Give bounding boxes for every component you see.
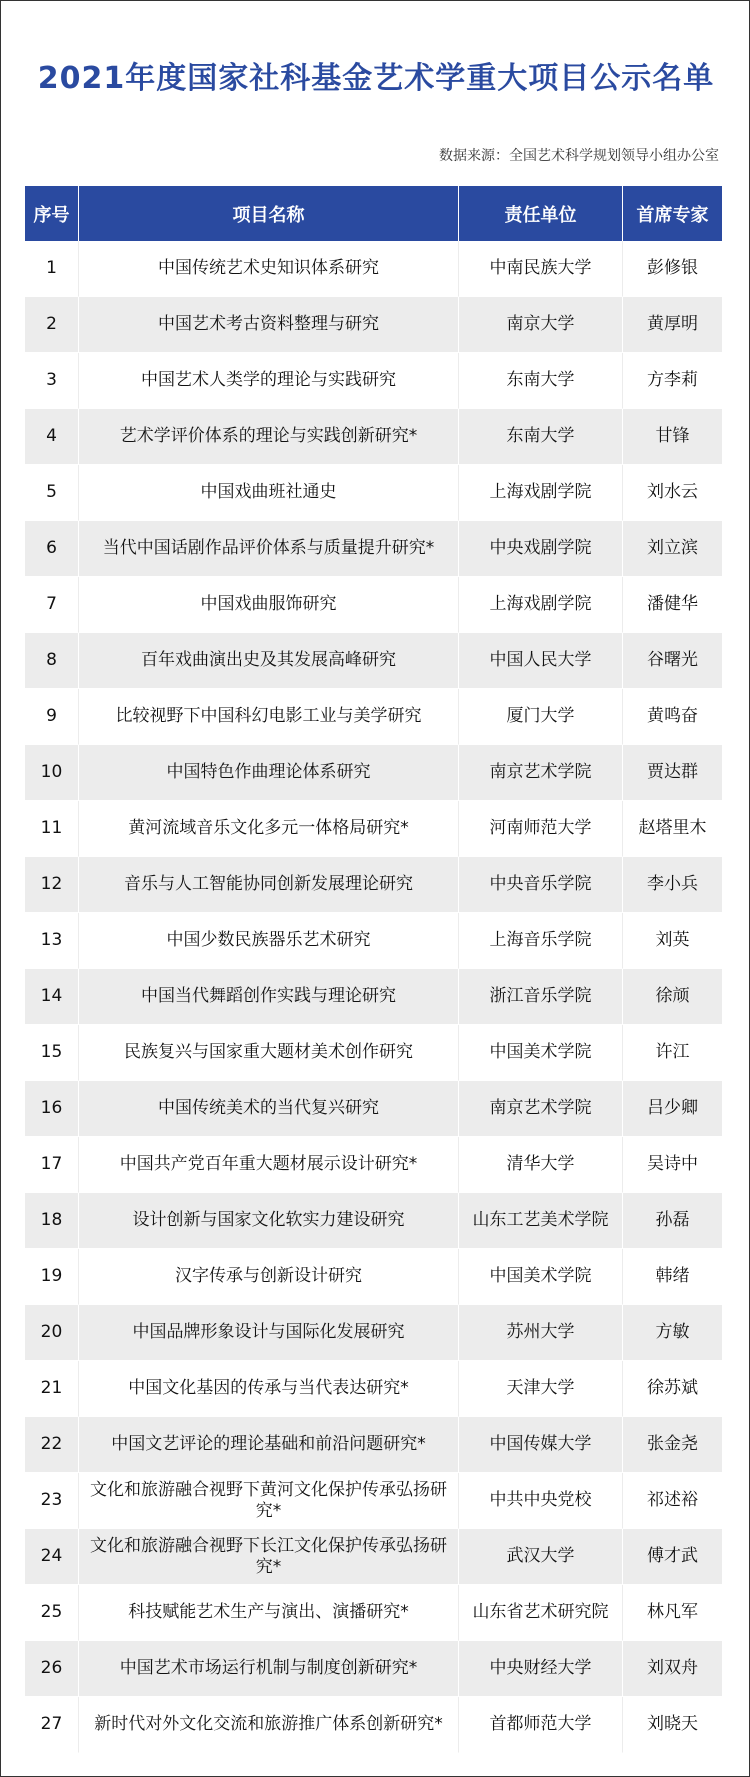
- cell-project-name: 设计创新与国家文化软实力建设研究: [79, 1193, 459, 1249]
- table-row: [25, 633, 722, 689]
- cell-unit: 浙江音乐学院: [459, 969, 623, 1025]
- table-header-row: [25, 186, 722, 241]
- table-row: [25, 577, 722, 633]
- cell-expert: 李小兵: [623, 857, 722, 913]
- cell-expert: 谷曙光: [623, 633, 722, 689]
- cell-number: 13: [25, 913, 79, 969]
- cell-unit: 苏州大学: [459, 1305, 623, 1361]
- cell-project-name: 文化和旅游融合视野下长江文化保护传承弘扬研究*: [79, 1529, 459, 1585]
- table-row: [25, 1641, 722, 1697]
- table-row: [25, 353, 722, 409]
- cell-unit: 厦门大学: [459, 689, 623, 745]
- cell-project-name: 比较视野下中国科幻电影工业与美学研究: [79, 689, 459, 745]
- table-body: [25, 241, 722, 1753]
- table-row: [25, 857, 722, 913]
- cell-number: 7: [25, 577, 79, 633]
- cell-project-name: 中国特色作曲理论体系研究: [79, 745, 459, 801]
- cell-unit: 中共中央党校: [459, 1473, 623, 1529]
- cell-expert: 吕少卿: [623, 1081, 722, 1137]
- data-source-note: 数据来源：全国艺术科学规划领导小组办公室: [439, 148, 719, 164]
- cell-unit: 天津大学: [459, 1361, 623, 1417]
- cell-expert: 张金尧: [623, 1417, 722, 1473]
- cell-unit: 中央音乐学院: [459, 857, 623, 913]
- cell-project-name: 民族复兴与国家重大题材美术创作研究: [79, 1025, 459, 1081]
- cell-project-name: 音乐与人工智能协同创新发展理论研究: [79, 857, 459, 913]
- table-row: [25, 1473, 722, 1529]
- cell-number: 12: [25, 857, 79, 913]
- table-row: [25, 913, 722, 969]
- cell-unit: 东南大学: [459, 409, 623, 465]
- cell-number: 1: [25, 241, 79, 297]
- table-row: [25, 1025, 722, 1081]
- cell-project-name: 中国艺术考古资料整理与研究: [79, 297, 459, 353]
- cell-number: 2: [25, 297, 79, 353]
- cell-project-name: 中国传统艺术史知识体系研究: [79, 241, 459, 297]
- cell-unit: 中国传媒大学: [459, 1417, 623, 1473]
- table-row: [25, 409, 722, 465]
- cell-unit: 上海戏剧学院: [459, 577, 623, 633]
- cell-unit: 河南师范大学: [459, 801, 623, 857]
- column-header-expert: 首席专家: [623, 186, 722, 241]
- cell-expert: 刘立滨: [623, 521, 722, 577]
- cell-number: 16: [25, 1081, 79, 1137]
- cell-expert: 韩绪: [623, 1249, 722, 1305]
- cell-project-name: 黄河流域音乐文化多元一体格局研究*: [79, 801, 459, 857]
- cell-expert: 黄鸣奋: [623, 689, 722, 745]
- table-row: [25, 241, 722, 297]
- cell-project-name: 中国戏曲服饰研究: [79, 577, 459, 633]
- cell-expert: 傅才武: [623, 1529, 722, 1585]
- cell-expert: 方敏: [623, 1305, 722, 1361]
- cell-unit: 南京艺术学院: [459, 1081, 623, 1137]
- cell-number: 27: [25, 1697, 79, 1753]
- cell-expert: 刘双舟: [623, 1641, 722, 1697]
- cell-project-name: 中国文艺评论的理论基础和前沿问题研究*: [79, 1417, 459, 1473]
- cell-project-name: 文化和旅游融合视野下黄河文化保护传承弘扬研究*: [79, 1473, 459, 1529]
- cell-project-name: 中国艺术人类学的理论与实践研究: [79, 353, 459, 409]
- table-row: [25, 1305, 722, 1361]
- cell-unit: 武汉大学: [459, 1529, 623, 1585]
- cell-unit: 上海戏剧学院: [459, 465, 623, 521]
- cell-unit: 山东省艺术研究院: [459, 1585, 623, 1641]
- column-header-number: 序号: [25, 186, 79, 241]
- table-row: [25, 465, 722, 521]
- cell-unit: 中南民族大学: [459, 241, 623, 297]
- page-title: 2021年度国家社科基金艺术学重大项目公示名单: [37, 61, 715, 96]
- cell-unit: 中央戏剧学院: [459, 521, 623, 577]
- cell-expert: 刘英: [623, 913, 722, 969]
- cell-project-name: 科技赋能艺术生产与演出、演播研究*: [79, 1585, 459, 1641]
- cell-project-name: 中国文化基因的传承与当代表达研究*: [79, 1361, 459, 1417]
- table-row: [25, 1529, 722, 1585]
- cell-number: 17: [25, 1137, 79, 1193]
- cell-unit: 首都师范大学: [459, 1697, 623, 1753]
- cell-expert: 孙磊: [623, 1193, 722, 1249]
- cell-project-name: 新时代对外文化交流和旅游推广体系创新研究*: [79, 1697, 459, 1753]
- cell-unit: 山东工艺美术学院: [459, 1193, 623, 1249]
- cell-number: 20: [25, 1305, 79, 1361]
- table-row: [25, 1585, 722, 1641]
- column-header-project-name: 项目名称: [79, 186, 459, 241]
- cell-project-name: 中国艺术市场运行机制与制度创新研究*: [79, 1641, 459, 1697]
- cell-number: 18: [25, 1193, 79, 1249]
- cell-project-name: 艺术学评价体系的理论与实践创新研究*: [79, 409, 459, 465]
- cell-unit: 东南大学: [459, 353, 623, 409]
- cell-number: 9: [25, 689, 79, 745]
- cell-number: 15: [25, 1025, 79, 1081]
- cell-expert: 赵塔里木: [623, 801, 722, 857]
- cell-number: 19: [25, 1249, 79, 1305]
- cell-number: 3: [25, 353, 79, 409]
- cell-number: 26: [25, 1641, 79, 1697]
- cell-unit: 中国美术学院: [459, 1025, 623, 1081]
- column-header-unit: 责任单位: [459, 186, 623, 241]
- cell-number: 21: [25, 1361, 79, 1417]
- cell-project-name: 当代中国话剧作品评价体系与质量提升研究*: [79, 521, 459, 577]
- table-row: [25, 297, 722, 353]
- cell-expert: 祁述裕: [623, 1473, 722, 1529]
- cell-project-name: 中国品牌形象设计与国际化发展研究: [79, 1305, 459, 1361]
- table-row: [25, 1081, 722, 1137]
- cell-project-name: 中国当代舞蹈创作实践与理论研究: [79, 969, 459, 1025]
- cell-expert: 刘晓天: [623, 1697, 722, 1753]
- cell-expert: 方李莉: [623, 353, 722, 409]
- cell-expert: 许江: [623, 1025, 722, 1081]
- cell-expert: 徐颃: [623, 969, 722, 1025]
- table-row: [25, 1193, 722, 1249]
- cell-number: 10: [25, 745, 79, 801]
- cell-project-name: 汉字传承与创新设计研究: [79, 1249, 459, 1305]
- cell-expert: 贾达群: [623, 745, 722, 801]
- cell-unit: 中国人民大学: [459, 633, 623, 689]
- table-row: [25, 1417, 722, 1473]
- table-row: [25, 1137, 722, 1193]
- project-table: [25, 186, 722, 1753]
- cell-project-name: 中国少数民族器乐艺术研究: [79, 913, 459, 969]
- cell-expert: 刘水云: [623, 465, 722, 521]
- cell-number: 22: [25, 1417, 79, 1473]
- cell-project-name: 中国传统美术的当代复兴研究: [79, 1081, 459, 1137]
- cell-number: 8: [25, 633, 79, 689]
- cell-expert: 彭修银: [623, 241, 722, 297]
- cell-unit: 清华大学: [459, 1137, 623, 1193]
- cell-number: 4: [25, 409, 79, 465]
- cell-unit: 上海音乐学院: [459, 913, 623, 969]
- cell-number: 6: [25, 521, 79, 577]
- table-row: [25, 1361, 722, 1417]
- cell-expert: 徐苏斌: [623, 1361, 722, 1417]
- table-row: [25, 1249, 722, 1305]
- cell-unit: 中国美术学院: [459, 1249, 623, 1305]
- table-row: [25, 969, 722, 1025]
- cell-project-name: 中国戏曲班社通史: [79, 465, 459, 521]
- table-row: [25, 801, 722, 857]
- table-row: [25, 521, 722, 577]
- table-row: [25, 1697, 722, 1753]
- table-row: [25, 689, 722, 745]
- cell-expert: 吴诗中: [623, 1137, 722, 1193]
- cell-expert: 林凡军: [623, 1585, 722, 1641]
- cell-project-name: 百年戏曲演出史及其发展高峰研究: [79, 633, 459, 689]
- cell-number: 25: [25, 1585, 79, 1641]
- cell-number: 23: [25, 1473, 79, 1529]
- table-row: [25, 745, 722, 801]
- cell-number: 11: [25, 801, 79, 857]
- cell-number: 5: [25, 465, 79, 521]
- cell-number: 14: [25, 969, 79, 1025]
- cell-expert: 黄厚明: [623, 297, 722, 353]
- cell-project-name: 中国共产党百年重大题材展示设计研究*: [79, 1137, 459, 1193]
- cell-expert: 甘锋: [623, 409, 722, 465]
- cell-unit: 南京大学: [459, 297, 623, 353]
- cell-expert: 潘健华: [623, 577, 722, 633]
- cell-unit: 南京艺术学院: [459, 745, 623, 801]
- cell-unit: 中央财经大学: [459, 1641, 623, 1697]
- cell-number: 24: [25, 1529, 79, 1585]
